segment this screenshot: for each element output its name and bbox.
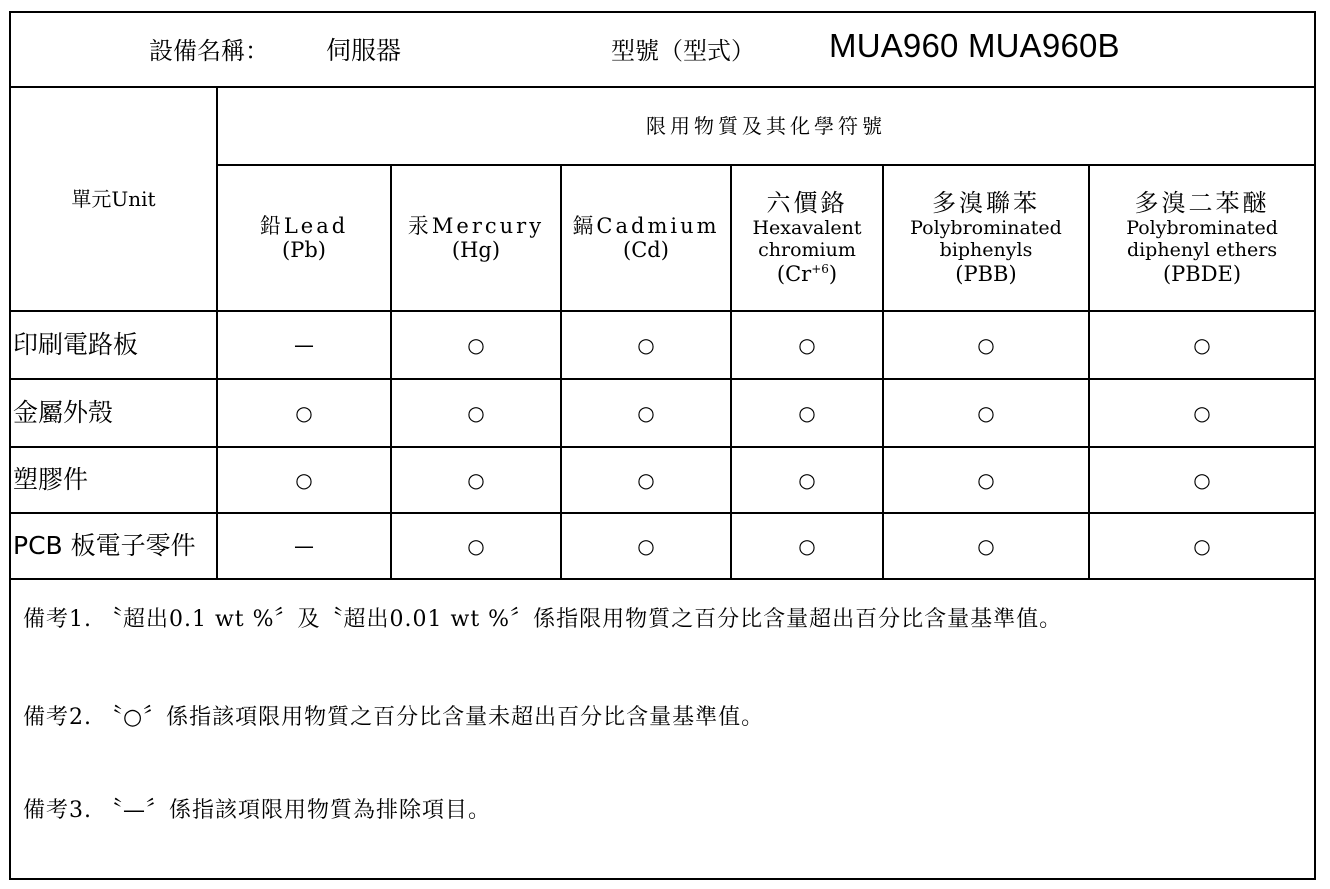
circle-mark: ○: [391, 447, 561, 513]
circle-mark: ○: [731, 447, 883, 513]
column-header-lead: 鉛Lead (Pb): [217, 165, 391, 311]
rohs-declaration-table: [9, 11, 1316, 880]
dash-mark: —: [217, 513, 391, 579]
circle-mark: ○: [1089, 447, 1314, 513]
circle-mark: ○: [561, 447, 731, 513]
device-name-label: 設備名稱：: [149, 37, 269, 65]
title-row: [11, 13, 1314, 88]
table-row: [11, 513, 1314, 579]
row-label: 印刷電路板: [11, 311, 217, 379]
row-label: 塑膠件: [11, 447, 217, 513]
column-header-hexavalent-chromium: 六價鉻 Hexavalent chromium $(Cr^{+6})$: [731, 165, 883, 311]
row-label: PCB 板電子零件: [11, 513, 217, 579]
circle-mark: ○: [391, 379, 561, 447]
circle-mark: ○: [731, 311, 883, 379]
circle-mark: ○: [1089, 311, 1314, 379]
column-header-mercury: 汞Mercury (Hg): [391, 165, 561, 311]
chromium-symbol: $(Cr^{+6})$: [776, 261, 838, 286]
circle-mark: ○: [1089, 513, 1314, 579]
circle-mark: ○: [1089, 379, 1314, 447]
circle-mark: ○: [883, 513, 1089, 579]
circle-mark: ○: [883, 379, 1089, 447]
table-row: [11, 379, 1314, 447]
table-row: [11, 311, 1314, 379]
unit-header: 單元Unit: [11, 88, 217, 311]
circle-mark: ○: [217, 379, 391, 447]
model-label: 型號（型式）: [611, 37, 755, 65]
model-value: MUA960 MUA960B: [829, 27, 1120, 64]
substance-table: [11, 88, 1314, 580]
circle-mark: ○: [391, 311, 561, 379]
restricted-substances-header: 限用物質及其化學符號: [217, 88, 1314, 165]
note-1: 備考1. 〝超出0.1 wt %〞及〝超出0.01 wt %〞係指限用物質之百分比含量超出百分比含量基準值。: [23, 607, 1063, 632]
note-3: 備考3. 〝—〞係指該項限用物質為排除項目。: [23, 798, 491, 823]
circle-mark: ○: [883, 447, 1089, 513]
note-2: 備考2. 〝○〞係指該項限用物質之百分比含量未超出百分比含量基準值。: [23, 705, 765, 730]
circle-mark: ○: [731, 379, 883, 447]
dash-mark: —: [217, 311, 391, 379]
circle-mark: ○: [391, 513, 561, 579]
column-header-cadmium: 鎘Cadmium (Cd): [561, 165, 731, 311]
row-label: 金屬外殼: [11, 379, 217, 447]
circle-mark: ○: [561, 379, 731, 447]
circle-mark: ○: [561, 311, 731, 379]
device-name-value: 伺服器: [326, 36, 402, 65]
circle-mark: ○: [561, 513, 731, 579]
circle-mark: ○: [731, 513, 883, 579]
column-header-pbde: 多溴二苯醚 Polybrominated diphenyl ethers (PBDE): [1089, 165, 1314, 311]
column-header-pbb: 多溴聯苯 Polybrominated biphenyls (PBB): [883, 165, 1089, 311]
circle-mark: ○: [217, 447, 391, 513]
circle-mark: ○: [883, 311, 1089, 379]
table-row: [11, 447, 1314, 513]
